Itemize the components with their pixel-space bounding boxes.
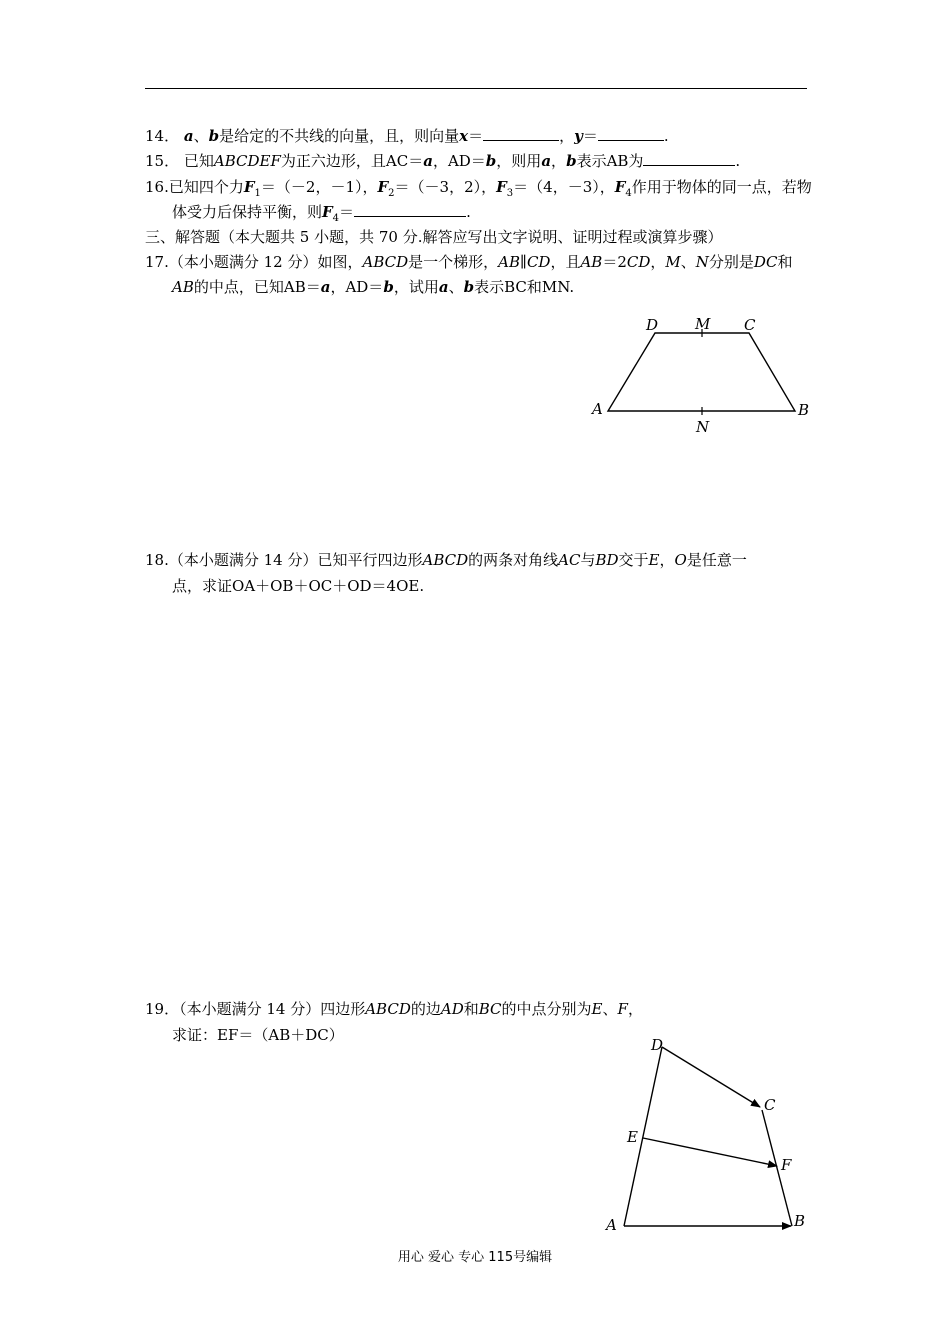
question-text: ，AD＝ — [432, 152, 486, 170]
point-label-b: B — [794, 1212, 806, 1230]
question-18-cont: 点，求证OA＋OB＋OC＋OD＝4OE. — [172, 577, 425, 595]
answer-blank-ab[interactable] — [643, 151, 735, 166]
subscript: 2 — [388, 188, 395, 199]
question-text: ，则用 — [496, 152, 542, 170]
point-label-b: B — [798, 401, 810, 419]
vector-a: a — [423, 152, 433, 170]
question-16-cont — [172, 202, 471, 229]
label: DC — [753, 253, 778, 271]
separator: 、 — [193, 127, 209, 145]
force-f4: F — [322, 203, 333, 221]
subscript: 1 — [254, 188, 261, 199]
force-f1: F — [243, 178, 255, 196]
label: AB — [580, 253, 603, 271]
question-text: 和 — [777, 253, 793, 271]
point-label-m: M — [695, 315, 711, 333]
subscript: 4 — [625, 188, 632, 199]
trapezoid-figure — [580, 310, 820, 440]
force-value: ＝（4，－3）， — [513, 178, 615, 196]
question-text: 分别是 — [708, 253, 754, 271]
force-f3: F — [496, 178, 507, 196]
question-number: 14． — [145, 127, 180, 145]
comma: ， — [559, 127, 575, 145]
period: . — [735, 152, 741, 170]
comma: ， — [551, 152, 567, 170]
subscript: 4 — [332, 213, 340, 224]
vector-b: b — [463, 278, 475, 296]
question-text: 已知 — [183, 152, 214, 170]
question-text: 体受力后保持平衡，则 — [172, 203, 323, 221]
hexagon-label: ABCDEF — [213, 152, 281, 170]
comma: ， — [650, 253, 666, 271]
point-label-f: F — [781, 1156, 792, 1174]
label: AC — [558, 551, 581, 569]
label: ABCD — [365, 1000, 411, 1018]
question-15 — [145, 151, 740, 171]
vector-a: a — [438, 278, 449, 296]
question-text: （本小题满分 14 分）已知平行四边形 — [168, 551, 423, 569]
section-3-heading: 三、解答题（本大题共 5 小题，共 70 分.解答应写出文字说明、证明过程或演算步骤） — [145, 228, 723, 246]
point-label-n: N — [696, 418, 710, 436]
question-text: （本小题满分 12 分）如图， — [168, 253, 363, 271]
force-value: ＝（－2，－1）， — [260, 178, 378, 196]
vector-ef — [643, 1138, 777, 1166]
question-14 — [145, 126, 669, 146]
answer-blank-x[interactable] — [483, 126, 559, 141]
quadrilateral-figure — [595, 1030, 825, 1240]
question-text: 是一个梯形， — [408, 253, 499, 271]
question-number: 17. — [145, 253, 169, 271]
label: BD — [595, 551, 619, 569]
answer-blank-f4[interactable] — [354, 202, 466, 217]
equals: ＝ — [582, 127, 598, 145]
period: . — [466, 203, 471, 221]
force-value: ＝（－3，2）， — [394, 178, 497, 196]
vector-a: a — [541, 152, 552, 170]
question-text: 是给定的不共线的向量，且，则向量 — [219, 127, 460, 145]
var-y: y — [574, 127, 583, 145]
label: AB — [172, 278, 194, 296]
question-text: 交于 — [618, 551, 649, 569]
equals: ＝ — [339, 203, 355, 221]
comma: ， — [659, 551, 675, 569]
question-text: ＝2 — [602, 253, 627, 271]
var-x: x — [459, 127, 469, 145]
question-text: 的边 — [410, 1000, 441, 1018]
vector-a: a — [320, 278, 331, 296]
question-number: 18. — [145, 551, 169, 569]
question-16 — [145, 177, 812, 204]
point-label-c: C — [764, 1096, 776, 1114]
equals: ＝ — [468, 127, 484, 145]
vector-b: b — [208, 127, 220, 145]
question-text: 和 — [463, 1000, 479, 1018]
separator: 、 — [448, 278, 464, 296]
trapezoid-shape — [608, 333, 795, 411]
answer-blank-y[interactable] — [598, 126, 664, 141]
question-18 — [145, 550, 747, 570]
question-number: 16. — [145, 178, 169, 196]
vector-b: b — [566, 152, 577, 170]
question-text: ，且 — [550, 253, 581, 271]
point-label-e: E — [627, 1128, 638, 1146]
force-f2: F — [377, 178, 389, 196]
point-label-a: A — [606, 1216, 617, 1234]
vector-b: b — [485, 152, 497, 170]
question-text: 的两条对角线 — [468, 551, 559, 569]
label: AD — [440, 1000, 464, 1018]
question-text: ，AD＝ — [330, 278, 384, 296]
comma: ， — [627, 1000, 643, 1018]
header-rule — [145, 88, 807, 89]
label: ABCD — [362, 253, 409, 271]
vector-b: b — [383, 278, 394, 296]
question-text: 表示BC和MN. — [474, 278, 575, 296]
question-text: （本小题满分 14 分）四边形 — [179, 1000, 366, 1018]
question-text: 已知四个力 — [168, 178, 244, 196]
label: N — [695, 253, 709, 271]
question-text: 是任意一 — [686, 551, 747, 569]
label: O — [674, 551, 687, 569]
point-label-c: C — [744, 316, 756, 334]
vector-a: a — [183, 127, 194, 145]
label: CD — [626, 253, 651, 271]
label: F — [617, 1000, 628, 1018]
question-text: ，试用 — [393, 278, 439, 296]
label: AB — [498, 253, 520, 271]
question-19 — [145, 999, 643, 1019]
label: BC — [478, 1000, 502, 1018]
period: . — [663, 127, 669, 145]
question-text: 作用于物体的同一点，若物 — [631, 178, 812, 196]
question-17 — [145, 252, 792, 272]
question-17-cont — [172, 277, 574, 297]
question-number: 19． — [145, 1000, 180, 1018]
question-text: 与 — [580, 551, 596, 569]
separator: 、 — [602, 1000, 618, 1018]
page-footer: 用心 爱心 专心 115号编辑 — [397, 1250, 553, 1265]
point-label-d: D — [646, 316, 659, 334]
point-label-d: D — [651, 1036, 664, 1054]
label: M — [665, 253, 681, 271]
label: CD — [526, 253, 551, 271]
label: E — [648, 551, 660, 569]
question-number: 15． — [145, 152, 180, 170]
label: ABCD — [422, 551, 469, 569]
question-text: 表示AB为 — [576, 152, 644, 170]
parallel-symbol: ∥ — [520, 253, 527, 271]
label: E — [591, 1000, 603, 1018]
vector-dc — [662, 1047, 760, 1107]
point-label-a: A — [592, 400, 603, 418]
subscript: 3 — [506, 188, 514, 199]
force-f4: F — [614, 178, 626, 196]
question-text: 为正六边形，且AC＝ — [280, 152, 424, 170]
question-text: 的中点分别为 — [501, 1000, 592, 1018]
question-19-cont: 求证：EF＝（AB＋DC） — [172, 1026, 344, 1044]
question-text: 的中点，已知AB＝ — [193, 278, 321, 296]
separator: 、 — [680, 253, 696, 271]
